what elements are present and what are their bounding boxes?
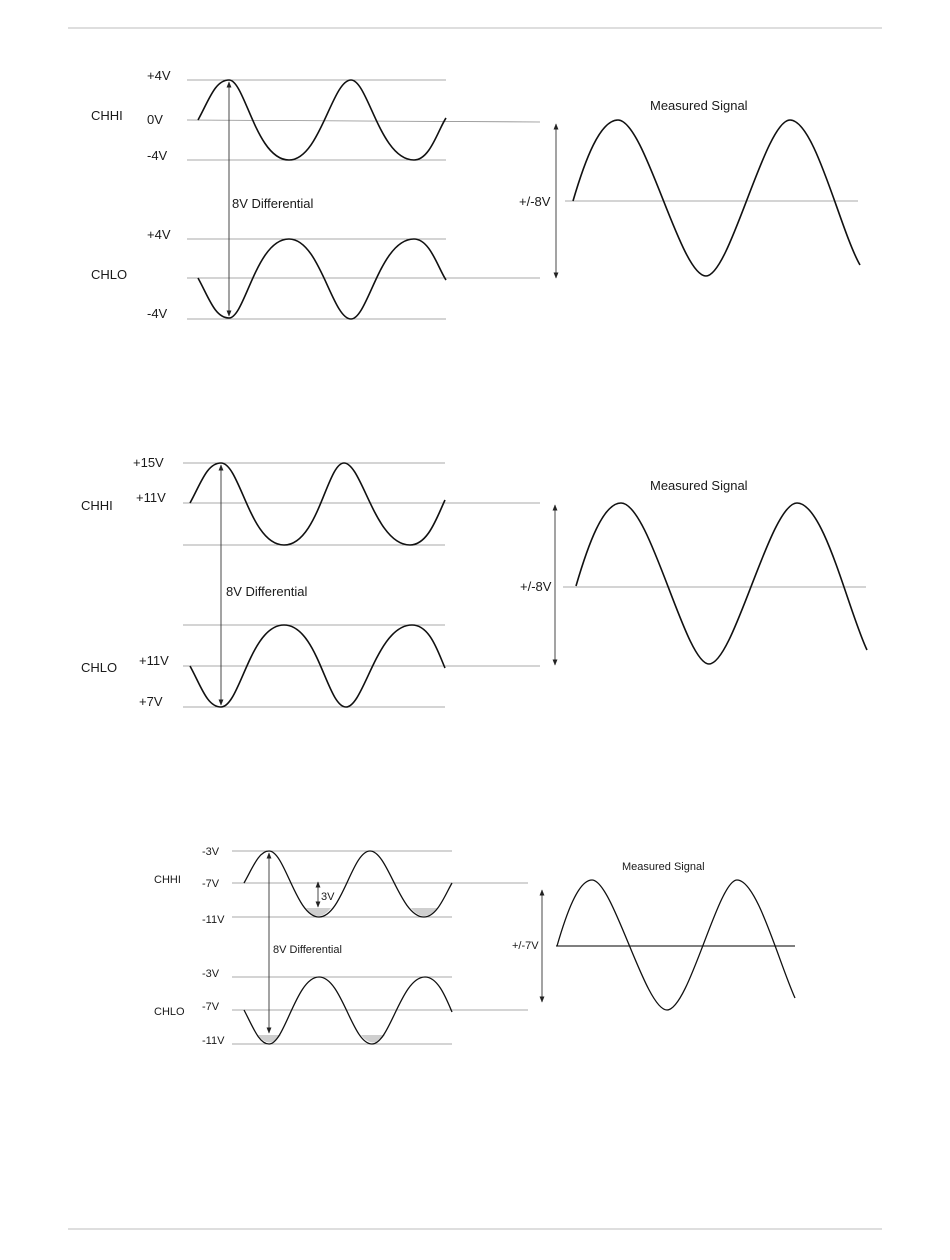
chhi-mid-label: +11V xyxy=(136,490,166,505)
chhi-clipped-region-1 xyxy=(306,908,331,916)
chlo-top-label: +4V xyxy=(147,227,171,242)
clip-amount-label: 3V xyxy=(321,891,335,903)
diagram-2 xyxy=(81,455,867,709)
differential-label: 8V Differential xyxy=(273,944,342,956)
measured-range-label: +/-8V xyxy=(520,579,552,594)
measured-range-label: +/-8V xyxy=(519,194,551,209)
diagram-1 xyxy=(91,68,860,321)
chhi-clipped-region-2 xyxy=(411,908,437,916)
chlo-mid-label: +11V xyxy=(139,653,169,668)
measured-waveform xyxy=(573,120,860,276)
chlo-bottom-label: +7V xyxy=(139,694,163,709)
chhi-label: CHHI xyxy=(91,108,123,123)
measured-signal-title: Measured Signal xyxy=(650,98,748,113)
chhi-mid-label: 0V xyxy=(147,112,163,127)
chlo-label: CHLO xyxy=(154,1006,185,1018)
differential-label: 8V Differential xyxy=(226,584,308,599)
measured-range-label: +/-7V xyxy=(512,940,539,952)
chlo-label: CHLO xyxy=(81,660,118,675)
differential-label: 8V Differential xyxy=(232,196,314,211)
chlo-top-label: -3V xyxy=(202,968,220,980)
chlo-bottom-label: -11V xyxy=(202,1035,225,1047)
chhi-top-label: +15V xyxy=(133,455,164,470)
measured-waveform xyxy=(576,503,867,664)
chhi-waveform xyxy=(190,463,445,545)
measured-waveform xyxy=(557,880,795,1010)
chlo-waveform xyxy=(198,239,446,319)
chhi-mid-line xyxy=(187,120,540,122)
chlo-waveform xyxy=(244,977,452,1044)
chlo-bottom-label: -4V xyxy=(147,306,168,321)
chhi-top-label: +4V xyxy=(147,68,171,83)
chhi-bottom-label: -4V xyxy=(147,148,168,163)
chhi-label: CHHI xyxy=(154,874,181,886)
measured-signal-title: Measured Signal xyxy=(622,861,705,873)
chhi-label: CHHI xyxy=(81,498,113,513)
chhi-waveform xyxy=(244,851,452,917)
chhi-top-label: -3V xyxy=(202,846,220,858)
measured-signal-title: Measured Signal xyxy=(650,478,748,493)
chhi-mid-label: -7V xyxy=(202,878,220,890)
chhi-bottom-label: -11V xyxy=(202,914,225,926)
chlo-label: CHLO xyxy=(91,267,128,282)
diagram-3 xyxy=(154,846,795,1047)
chlo-mid-label: -7V xyxy=(202,1001,220,1013)
